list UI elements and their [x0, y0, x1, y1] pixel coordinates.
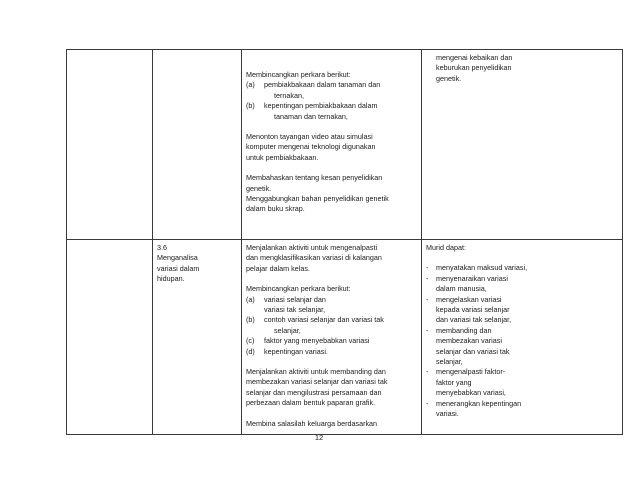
theme-cell	[67, 50, 153, 240]
list-item: - menerangkan kepentingan variasi.	[426, 398, 522, 419]
list-item: (d) kepentingan variasi.	[246, 346, 328, 356]
learning-area-title: 3.6 Menganalisa variasi dalam hidupan.	[157, 243, 200, 284]
list-item: (b) contoh variasi selanjar dan variasi tak selanjar,	[246, 315, 384, 335]
learning-area-cell	[153, 240, 242, 435]
activity-paragraph: Menonton tayangan video atau simulasi komputer mengenai teknologi digunakan untuk pembiakbakaan.	[246, 132, 376, 162]
activity-paragraph: Menggabungkan bahan penyelidikan genetik dalam buku skrap.	[246, 194, 389, 214]
activity-paragraph: Menjalankan aktiviti untuk membanding dan membezakan variasi selanjar dan variasi tak selanjar dan mengilustrasi persamaan dan perbezaan dalam bentuk paparan grafik.	[246, 367, 388, 408]
list-item: (a) variasi selanjar dan variasi tak selanjar,	[246, 294, 326, 315]
learning-area-cell	[153, 50, 242, 240]
activities-cell	[242, 240, 422, 435]
activity-paragraph: Menjalankan aktiviti untuk mengenalpasti dan mengklasifikasikan variasi di kalangan pelajar dalam kelas.	[246, 243, 382, 273]
list-item: (c) faktor yang menyebabkan variasi	[246, 336, 370, 346]
activity-intro: Membincangkan perkara berikut:	[246, 284, 351, 294]
outcome-text: mengenai kebaikan dan keburukan penyelidikan genetik.	[436, 53, 513, 83]
table-row	[67, 240, 623, 435]
curriculum-table	[66, 49, 623, 435]
theme-cell	[67, 240, 153, 435]
activity-intro: Membincangkan perkara berikut:	[246, 70, 351, 79]
activities-cell	[242, 50, 422, 240]
outcomes-cell	[422, 240, 623, 435]
outcomes-cell	[422, 50, 623, 240]
list-item: (b) kepentingan pembiakbakaan dalam tanaman dan ternakan,	[246, 101, 378, 121]
page-number: 12	[314, 433, 324, 442]
list-item: - menyenaraikan variasi dalam manusia,	[426, 273, 508, 294]
list-item: - mengenalpasti faktor- faktor yang menyebabkan variasi,	[426, 367, 506, 398]
outcomes-heading: Murid dapat:	[426, 243, 466, 252]
table-row	[67, 50, 623, 240]
list-item: - membanding dan membezakan variasi selanjar dan variasi tak selanjar,	[426, 325, 510, 367]
list-item: (a) pembiakbakaan dalam tanaman dan ternakan,	[246, 80, 381, 100]
list-item: - mengelaskan variasi kepada variasi selanjar dan variasi tak selanjar,	[426, 294, 512, 325]
activity-paragraph: Membahaskan tentang kesan penyelidikan genetik.	[246, 173, 383, 193]
list-item: - menyatakan maksud variasi,	[426, 263, 528, 273]
activity-paragraph: Membina salasilah keluarga berdasarkan	[246, 418, 378, 428]
